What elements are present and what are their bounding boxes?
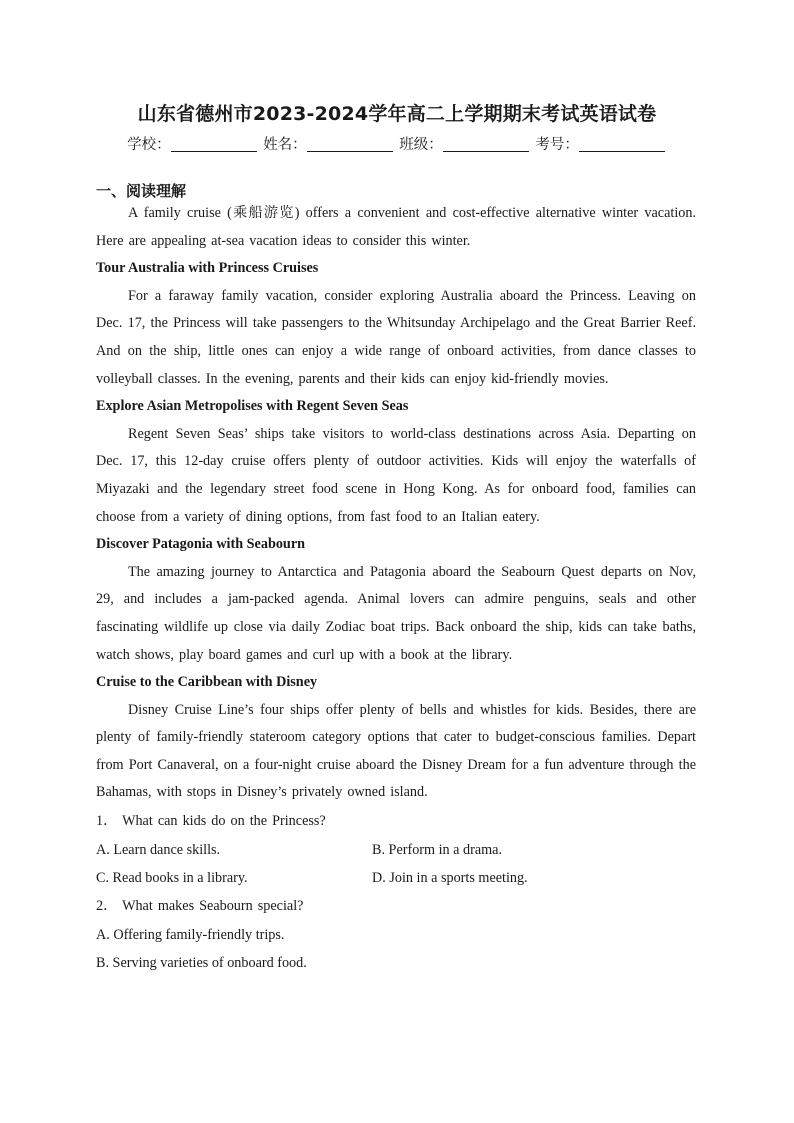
exam-title: 山东省德州市2023-2024学年高二上学期期末考试英语试卷: [137, 103, 657, 125]
school-label: 学校：: [127, 137, 171, 153]
option-c[interactable]: C. Read books in a library.: [96, 870, 248, 887]
question-options-row: [96, 836, 696, 864]
exam-number-label: 考号：: [535, 137, 579, 153]
passage-body: The amazing journey to Antarctica and Patagonia aboard the Seabourn Quest departs on Nov, 29, and includes a jam-packed agenda. Animal lovers can admire penguins, seals and other fascinating wildlife up close via daily Zodiac boat trips. Back onboard the ship, kids can take baths, watch shows, play board games and curl up with a book at the library.: [96, 563, 696, 663]
question-options-row: [96, 921, 696, 949]
question-options-row: [96, 864, 696, 892]
school-blank[interactable]: [171, 137, 257, 152]
reading-content: [96, 200, 696, 977]
passage-body: Disney Cruise Line’s four ships offer plenty of bells and whistles for kids. Besides, there are plenty of family-friendly stateroom category options that cater to budget-conscious families. Depart from Port Canaveral, on a four-night cruise aboard the Disney Dream for a fun adventure through the Bahamas, with stops in Disney’s privately owned island.: [96, 701, 696, 801]
option-b[interactable]: B. Perform in a drama.: [372, 842, 503, 859]
option-a[interactable]: A. Learn dance skills.: [96, 842, 221, 859]
option-a[interactable]: A. Offering family-friendly trips.: [96, 927, 285, 944]
passage-body: Regent Seven Seas’ ships take visitors to world-class destinations across Asia. Departing on Dec. 17, this 12-day cruise offers plenty of outdoor activities. Kids will enjoy the waterfalls of Miyazaki and the legendary street food scene in Hong Kong. As for onboard food, families can choose from a variety of dining options, from fast food to an Italian eatery.: [96, 425, 696, 525]
passage-body: For a faraway family vacation, consider exploring Australia aboard the Princess. Leaving on Dec. 17, the Princess will take passengers to the Whitsunday Archipelago and the Great Barrier Reef. And on the ship, little ones can enjoy a wide range of onboard activities, from dance classes to volleyball classes. In the evening, parents and their kids can enjoy kid-friendly movies.: [96, 287, 696, 387]
exam-number-blank[interactable]: [579, 137, 665, 152]
question-stem: 1． What can kids do on the Princess?: [96, 813, 326, 830]
name-label: 姓名：: [263, 137, 307, 153]
section-heading: 一、阅读理解: [96, 182, 187, 200]
intro-paragraph: A family cruise (乘船游览) offers a convenient and cost-effective alternative winter vacation. Here are appealing at-sea vacation ideas to consider this winter.: [96, 205, 696, 249]
class-blank[interactable]: [443, 137, 529, 152]
option-d[interactable]: D. Join in a sports meeting.: [372, 870, 528, 887]
passage-heading: Tour Australia with Princess Cruises: [96, 260, 319, 277]
option-b[interactable]: B. Serving varieties of onboard food.: [96, 955, 307, 972]
student-info-line: [0, 134, 794, 156]
name-blank[interactable]: [307, 137, 393, 152]
question-stem: 2． What makes Seabourn special?: [96, 898, 304, 915]
passage-heading: Explore Asian Metropolises with Regent Seven Seas: [96, 398, 409, 415]
question-options-row: [96, 949, 696, 977]
passage-heading: Discover Patagonia with Seabourn: [96, 536, 306, 553]
class-label: 班级：: [399, 137, 443, 153]
passage-heading: Cruise to the Caribbean with Disney: [96, 674, 318, 691]
